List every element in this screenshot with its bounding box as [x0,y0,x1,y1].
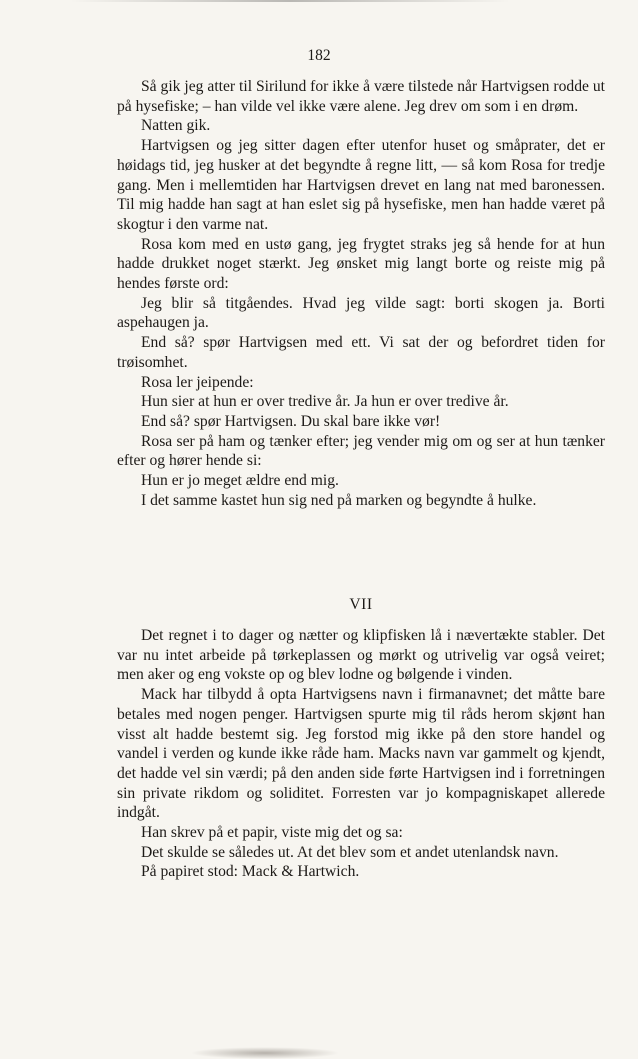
page-edge-shadow [70,0,510,2]
page-smudge [190,1047,340,1059]
paragraph: I det samme kastet hun sig ned på marken og begyndte å hulke. [141,491,537,509]
chapter-heading: VII [349,596,373,613]
paragraph: Rosa kom med en ustø gang, jeg frygtet straks jeg så hende for at hun hadde drukket noget stærkt. Jeg ønsket mig langt borte og reiste mig på hendes første ord: [117,235,605,293]
text-block-before-chapter [117,77,605,510]
paragraph: Hun sier at hun er over tredive år. Ja hun er over tredive år. [141,393,509,411]
paragraph: Hun er jo meget ældre end mig. [141,472,339,490]
paragraph: Rosa ser på ham og tænker efter; jeg vender mig om og ser at hun tænker efter og hører hende si: [117,432,605,470]
paragraph: Rosa ler jeipende: [141,373,254,391]
paragraph: På papiret stod: Mack & Hartwich. [141,863,360,881]
paragraph: End så? spør Hartvigsen. Du skal bare ikke vør! [141,412,441,430]
paragraph: Mack har tilbydd å opta Hartvigsens navn i firmanavnet; det måtte bare betales med nogen penger. Hartvigsen spurte mig til råds herom skjønt han visst alt hadde bestemt sig. Jeg forstod mig ikke på den store handel og vandel i verden og kunde ikke råde ham. Macks navn var gammelt og kjendt, det hadde vel sin værdi; på den anden side førte Hartvigsen ind i forretningen sin private rikdom og soliditet. Forresten var jo kompagniskapet allerede indgåt. [117,686,605,822]
paragraph: Det skulde se således ut. At det blev som et andet utenlandsk navn. [141,843,559,861]
paragraph: Hartvigsen og jeg sitter dagen efter utenfor huset og småprater, det er høidags tid, jeg husker at det begyndte å regne litt, — så kom Rosa for tredje gang. Men i mellemtiden har Hartvigsen drevet en lang nat med baronessen. Til mig hadde han sagt at han eslet sig på hysefiske, men han hadde været på skogtur i den varme nat. [117,137,605,233]
paragraph: Han skrev på et papir, viste mig det og sa: [141,824,403,842]
page-number: 182 [307,47,331,64]
paragraph: Natten gik. [141,117,211,135]
text-block-chapter-vii [117,626,605,882]
paragraph: Jeg blir så titgåendes. Hvad jeg vilde sagt: borti skogen ja. Borti aspehaugen ja. [117,294,605,332]
paragraph: End så? spør Hartvigsen med ett. Vi sat der og befordret tiden for trøisomhet. [117,334,605,371]
paragraph: Så gik jeg atter til Sirilund for ikke å være tilstede når Hartvigsen rodde ut på hysefiske; – han vilde vel ikke være alene. Jeg drev om som i en drøm. [117,78,605,115]
paragraph: Det regnet i to dager og nætter og klipfisken lå i nævertækte stabler. Det var nu intet arbeide på tørkeplassen og mørkt og utrivelig var også veiret; men aker og eng vokste op og blev lodne og bølgende i vinden. [117,627,605,684]
